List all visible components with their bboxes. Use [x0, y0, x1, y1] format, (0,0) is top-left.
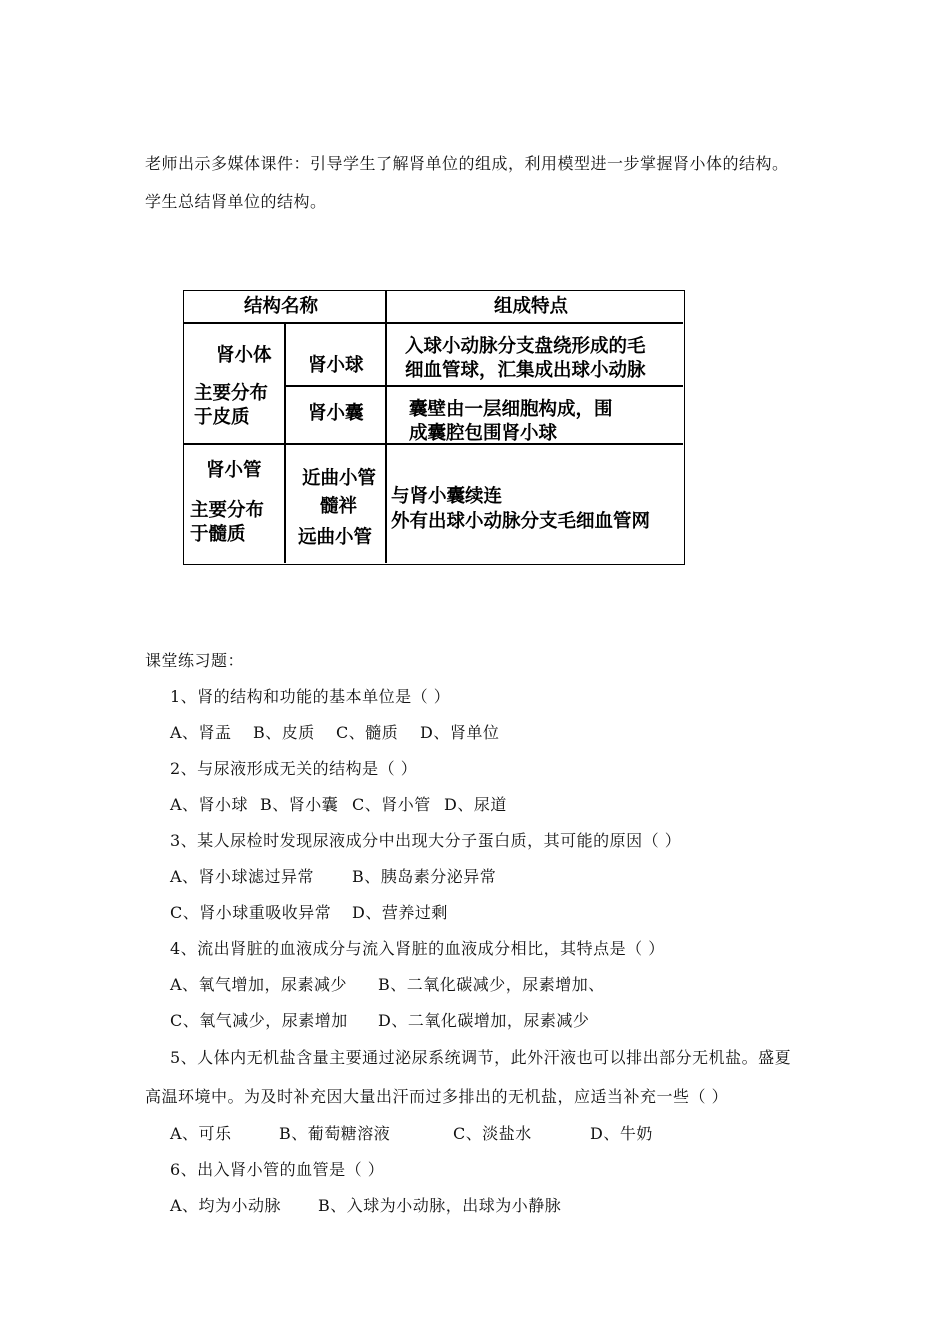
tubule-desc-1: 与肾小囊续连	[391, 486, 503, 507]
q3-option-b: B、胰岛素分泌异常	[352, 867, 497, 886]
q6-option-b: B、入球为小动脉，出球为小静脉	[318, 1196, 562, 1215]
q5-option-a: A、可乐	[170, 1124, 232, 1143]
q5-option-b: B、葡萄糖溶液	[279, 1124, 391, 1143]
nephron-structure-table	[183, 290, 685, 565]
table-column-divider	[385, 291, 387, 563]
intro-line-2: 学生总结肾单位的结构。	[145, 192, 327, 211]
q1-option-b: B、皮质	[253, 723, 315, 742]
capsule-name: 肾小囊	[308, 403, 364, 424]
intro-line-1: 老师出示多媒体课件：引导学生了解肾单位的组成，利用模型进一步掌握肾小体的结构。	[145, 154, 789, 173]
header-structure-name: 结构名称	[244, 296, 319, 317]
q1-option-a: A、肾盂	[170, 723, 232, 742]
tubule-desc-2: 外有出球小动脉分支毛细血管网	[391, 511, 651, 532]
q4-option-d: D、二氧化碳增加，尿素减少	[378, 1011, 590, 1030]
question-3: 3、某人尿检时发现尿液成分中出现大分子蛋白质，其可能的原因（ ）	[170, 831, 682, 850]
glomerulus-desc-1: 入球小动脉分支盘绕形成的毛	[405, 336, 646, 357]
q4-option-a: A、氧气增加，尿素减少	[170, 975, 348, 994]
q4-option-c: C、氧气减少，尿素增加	[170, 1011, 348, 1030]
glomerulus-name: 肾小球	[308, 355, 364, 376]
question-4: 4、流出肾脏的血液成分与流入肾脏的血液成分相比，其特点是（ ）	[170, 939, 665, 958]
question-1: 1、肾的结构和功能的基本单位是（ ）	[170, 687, 451, 706]
tubule-part-loop: 髓袢	[320, 496, 358, 517]
q2-option-d: D、尿道	[444, 795, 507, 814]
q6-option-a: A、均为小动脉	[170, 1196, 282, 1215]
capsule-desc-2: 成囊腔包围肾小球	[409, 423, 558, 444]
q2-option-c: C、肾小管	[352, 795, 431, 814]
header-features: 组成特点	[494, 296, 569, 317]
q4-option-b: B、二氧化碳减少，尿素增加、	[378, 975, 605, 994]
q1-option-d: D、肾单位	[420, 723, 500, 742]
table-header-divider	[184, 322, 683, 324]
corpuscle-location-1: 主要分布	[194, 383, 269, 404]
q3-option-c: C、肾小球重吸收异常	[170, 903, 332, 922]
question-6: 6、出入肾小管的血管是（ ）	[170, 1160, 385, 1179]
q5-option-d: D、牛奶	[590, 1124, 653, 1143]
tubule-part-distal: 远曲小管	[298, 527, 373, 548]
q1-option-c: C、髓质	[336, 723, 399, 742]
corpuscle-name: 肾小体	[216, 345, 272, 366]
tubule-location-1: 主要分布	[190, 500, 265, 521]
q2-option-b: B、肾小囊	[260, 795, 339, 814]
q3-option-a: A、肾小球滤过异常	[170, 867, 315, 886]
question-5-line-1: 5、人体内无机盐含量主要通过泌尿系统调节，此外汗液也可以排出部分无机盐。盛夏	[170, 1048, 792, 1067]
q5-option-c: C、淡盐水	[453, 1124, 532, 1143]
question-2: 2、与尿液形成无关的结构是（ ）	[170, 759, 418, 778]
glomerulus-desc-2: 细血管球，汇集成出球小动脉	[405, 360, 646, 381]
tubule-part-proximal: 近曲小管	[302, 468, 377, 489]
corpuscle-location-2: 于皮质	[194, 407, 250, 428]
exercises-heading: 课堂练习题：	[145, 651, 245, 670]
q2-option-a: A、肾小球	[170, 795, 249, 814]
q3-option-d: D、营养过剩	[352, 903, 448, 922]
tubule-location-2: 于髓质	[190, 524, 246, 545]
question-5-line-2: 高温环境中。为及时补充因大量出汗而过多排出的无机盐，应适当补充一些（ ）	[145, 1087, 729, 1106]
tubule-name: 肾小管	[206, 460, 262, 481]
table-row-divider-inner	[284, 385, 683, 387]
capsule-desc-1: 囊壁由一层细胞构成，围	[409, 399, 613, 420]
